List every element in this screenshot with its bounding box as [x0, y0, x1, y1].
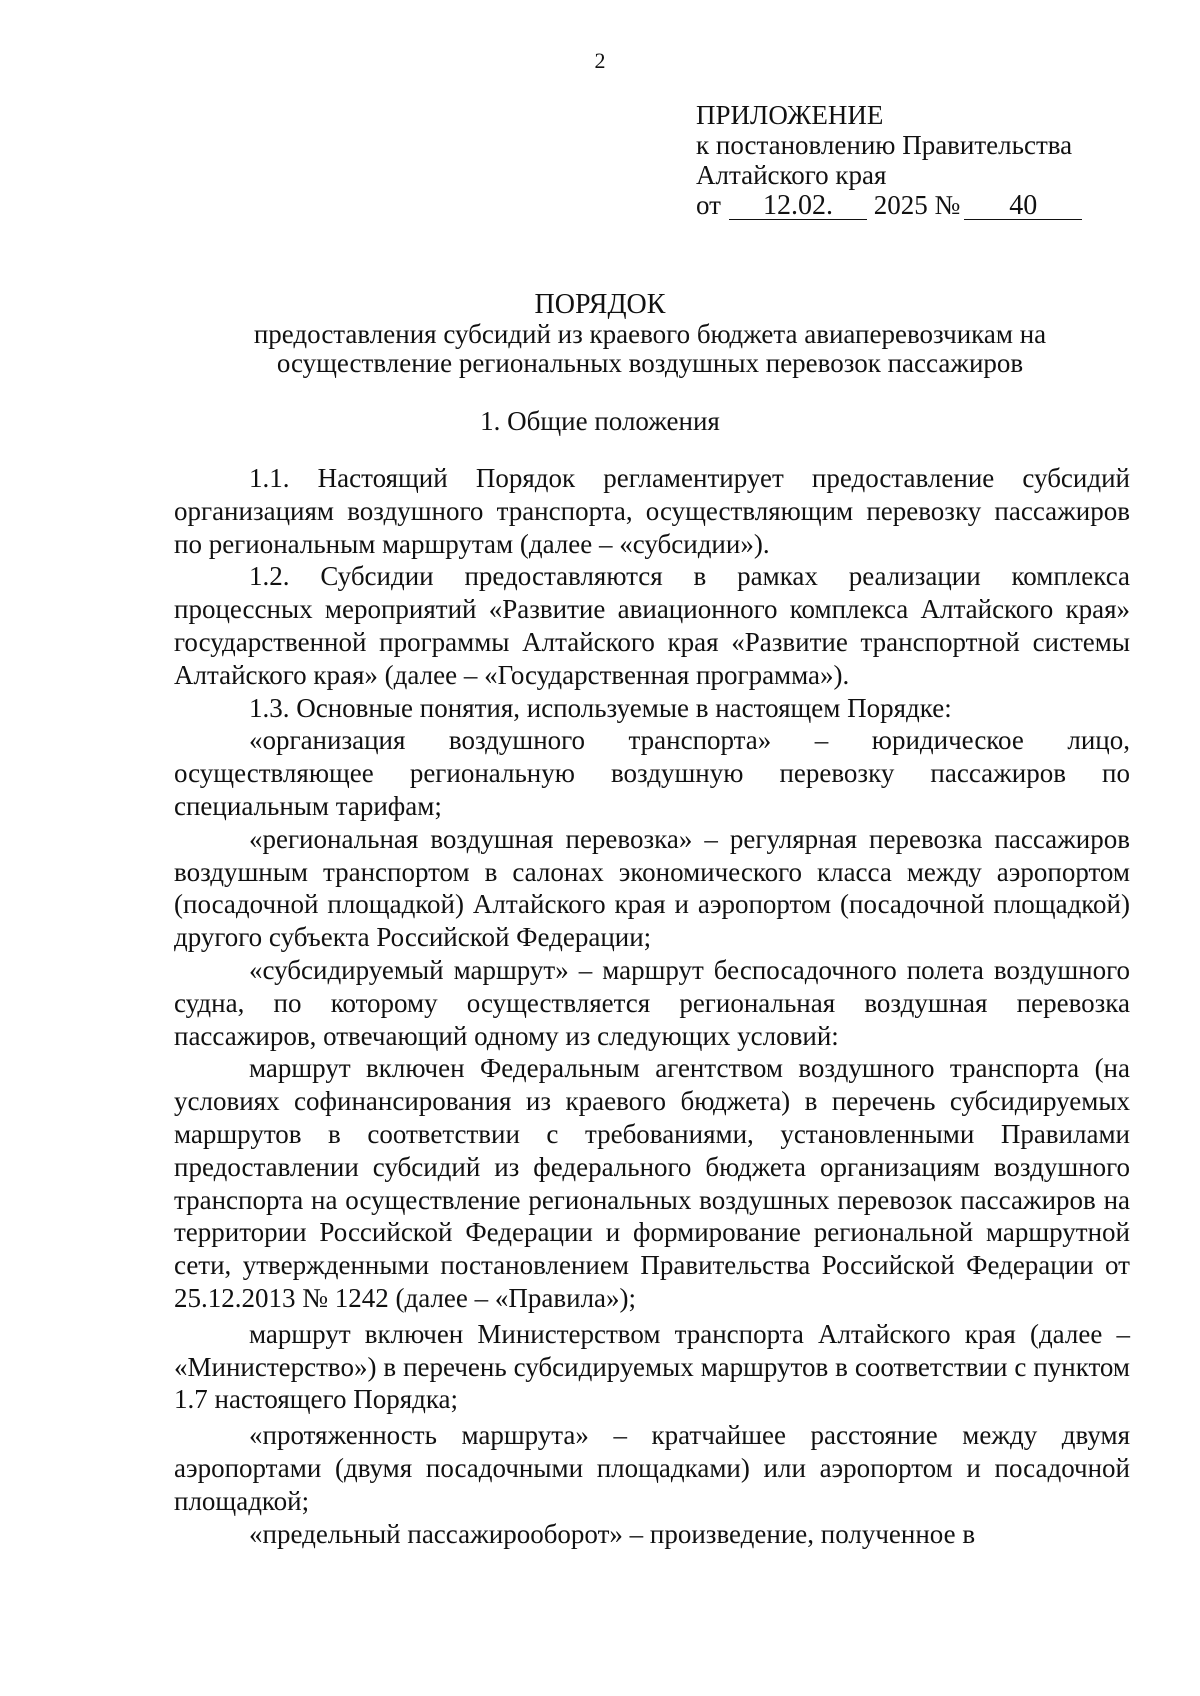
appendix-line-2: Алтайского края	[696, 160, 887, 190]
appendix-date-row	[696, 190, 1082, 220]
number-field: 40	[964, 193, 1082, 220]
paragraph: маршрут включен Федеральным агентством воздушного транспорта (на условиях софинансирования из краевого бюджета) в перечень субсидируемых маршрутов в соответствии с требованиями, установленными Правилами предоставлении субсидий из федерального бюджета организациям воздушного транспорта на осуществление региональных воздушных перевозок пассажиров на территории Российской Федерации и формирование региональной маршрутной сети, утвержденными постановлением Правительства Российской Федерации от 25.12.2013 № 1242 (далее – «Правила»);	[174, 1053, 1130, 1313]
paragraph: «предельный пассажирооборот» – произведение, полученное в	[249, 1518, 976, 1549]
paragraph: 1.2. Субсидии предоставляются в рамках реализации комплекса процессных мероприятий «Развитие авиационного комплекса Алтайского края» государственной программы Алтайского края «Развитие транспортной системы Алтайского края» (далее – «Государственная программа»).	[174, 561, 1130, 690]
appendix-title: ПРИЛОЖЕНИЕ	[696, 100, 884, 130]
page-number: 2	[594, 48, 606, 73]
document-title: ПОРЯДОК	[534, 289, 666, 320]
paragraph: «региональная воздушная перевозка» – регулярная перевозка пассажиров воздушным транспортом в салонах экономического класса между аэропортом (посадочной площадкой) Алтайского края и аэропортом (посадочной площадкой) другого субъекта Российской Федерации;	[174, 823, 1130, 953]
paragraph: маршрут включен Министерством транспорта Алтайского края (далее – «Министерство») в перечень субсидируемых маршрутов в соответствии с пунктом 1.7 настоящего Порядка;	[174, 1318, 1130, 1415]
paragraph: «субсидируемый маршрут» – маршрут беспосадочного полета воздушного судна, по которому осуществляется региональная воздушная перевозка пассажиров, отвечающий одному из следующих условий:	[174, 954, 1130, 1051]
document-body	[174, 462, 1130, 1550]
paragraph: «протяженность маршрута» – кратчайшее расстояние между двумя аэропортами (двумя посадочными площадками) или аэропортом и посадочной площадкой;	[174, 1420, 1130, 1516]
document-subtitle: предоставления субсидий из краевого бюджета авиаперевозчикам на осуществление региональных воздушных перевозок пассажиров	[253, 319, 1047, 378]
date-prefix: от	[696, 190, 721, 220]
paragraph: 1.3. Основные понятия, используемые в настоящем Порядке:	[249, 692, 952, 723]
paragraph: 1.1. Настоящий Порядок регламентирует предоставление субсидий организациям воздушного транспорта, осуществляющим перевозку пассажиров по региональным маршрутам (далее – «субсидии»).	[174, 463, 1130, 559]
section-heading: 1. Общие положения	[480, 406, 720, 436]
date-field: 12.02.	[729, 193, 867, 220]
appendix-line-1: к постановлению Правительства	[696, 130, 1073, 160]
year-label: 2025 №	[873, 190, 961, 220]
appendix-block	[696, 100, 1082, 220]
paragraph: «организация воздушного транспорта» – юридическое лицо, осуществляющее региональную воздушную перевозку пассажиров по специальным тарифам;	[174, 725, 1130, 821]
